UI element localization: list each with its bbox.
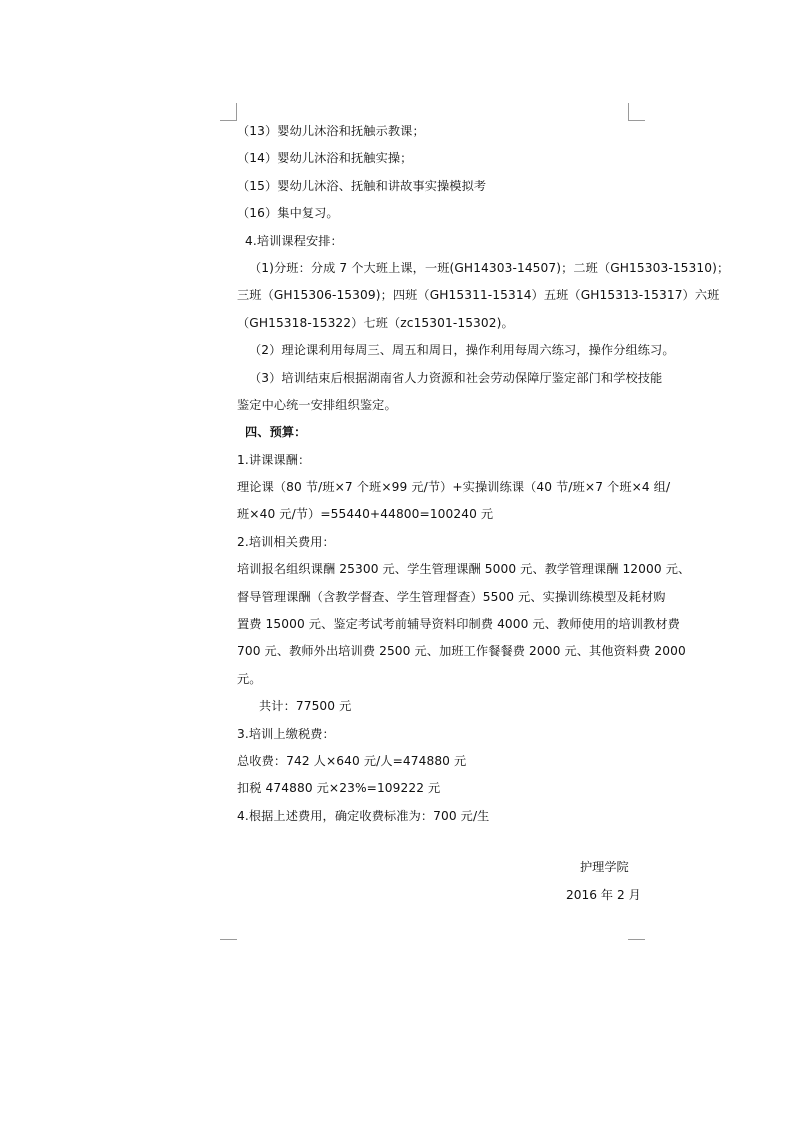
paragraph-line: （3）培训结束后根据湖南省人力资源和社会劳动保障厅鉴定部门和学校技能	[249, 370, 663, 385]
subsection-heading: 1.讲课课酬：	[237, 452, 311, 467]
paragraph-line: 班×40 元/节）=55440+44800=100240 元	[237, 507, 494, 522]
paragraph-line: 置费 15000 元、鉴定考试考前辅导资料印制费 4000 元、教师使用的培训教材费	[237, 617, 680, 632]
paragraph-line: 理论课（80 节/班×7 个班×99 元/节）+实操训练课（40 节/班×7 个班×4 组/	[237, 480, 671, 495]
subsection-heading: 2.培训相关费用：	[237, 534, 335, 549]
signature-date: 2016 年 2 月	[566, 888, 641, 902]
paragraph-line: （GH15318-15322）七班（zc15301-15302)。	[237, 315, 514, 330]
paragraph-line: 总收费：742 人×640 元/人=474880 元	[237, 753, 467, 768]
list-item: （13）婴幼儿沐浴和抚触示教课；	[237, 124, 425, 138]
paragraph-line: 鉴定中心统一安排组织鉴定。	[237, 397, 397, 412]
section-heading: 四、预算：	[245, 425, 307, 440]
paragraph-line: （1)分班：分成 7 个大班上课，一班(GH14303-14507)；二班（GH15303-15310)；	[249, 260, 730, 275]
paragraph-line: 元。	[237, 671, 262, 686]
margin-mark-bottom-left	[220, 939, 237, 940]
paragraph-line: （2）理论课利用每周三、周五和周日，操作利用每周六练习，操作分组练习。	[249, 343, 675, 358]
paragraph-line: 督导管理课酬（含教学督查、学生管理督查）5500 元、实操训练模型及耗材购	[237, 589, 666, 604]
list-item: （14）婴幼儿沐浴和抚触实操；	[237, 151, 413, 166]
paragraph-line: 培训报名组织课酬 25300 元、学生管理课酬 5000 元、教学管理课酬 12000 元、	[237, 562, 691, 577]
list-item: （15）婴幼儿沐浴、抚触和讲故事实操模拟考	[237, 178, 487, 193]
paragraph-line: 700 元、教师外出培训费 2500 元、加班工作餐餐费 2000 元、其他资料费 2000	[237, 644, 686, 659]
paragraph-line: 三班（GH15306-15309)；四班（GH15311-15314）五班（GH15313-15317）六班	[237, 288, 720, 303]
list-item: （16）集中复习。	[237, 206, 339, 221]
signature-org: 护理学院	[580, 860, 629, 874]
section-heading: 4.培训课程安排：	[245, 233, 343, 248]
paragraph-line: 4.根据上述费用，确定收费标准为：700 元/生	[237, 808, 490, 823]
margin-mark-bottom-right	[628, 939, 645, 940]
document-body	[237, 118, 730, 830]
subsection-heading: 3.培训上缴税费：	[237, 726, 335, 741]
paragraph-line: 扣税 474880 元×23%=109222 元	[237, 781, 441, 796]
total-line: 共计：77500 元	[259, 699, 352, 714]
margin-mark-top-left	[220, 120, 237, 121]
